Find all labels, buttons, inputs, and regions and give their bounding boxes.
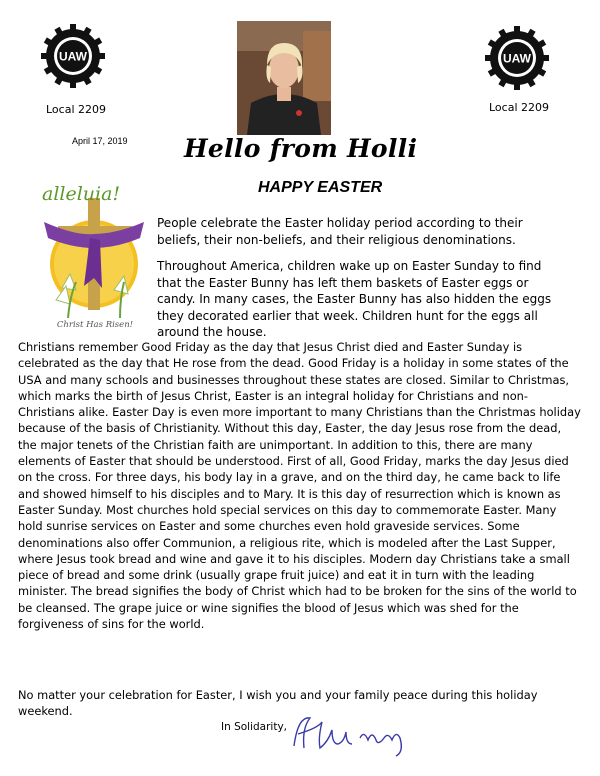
closing-salutation: In Solidarity,: [221, 721, 288, 733]
paragraph-closing: No matter your celebration for Easter, I wish you and your family peace during this holiday weekend.: [18, 688, 538, 719]
uaw-logo-left: [40, 23, 106, 89]
local-label-left: Local 2209: [46, 103, 107, 116]
article-heading: HAPPY EASTER: [258, 179, 383, 196]
svg-text:UAW: UAW: [503, 51, 531, 66]
easter-illustration: [36, 178, 154, 330]
local-label-right: Local 2209: [489, 101, 550, 114]
paragraph-bunny: Throughout America, children wake up on Easter Sunday to find that the Easter Bunny has left them baskets of Easter eggs or candy. In many cases, the Easter Bunny has also hidden the eggs they decorated earlier that week. Children hunt for the eggs all around the house.: [157, 259, 552, 340]
signature: [288, 708, 418, 758]
christ-risen-text: Christ Has Risen!: [56, 320, 134, 330]
svg-text:UAW: UAW: [59, 49, 87, 64]
alleluia-text: alleluia!: [42, 183, 121, 205]
newsletter-date: April 17, 2019: [72, 136, 128, 146]
uaw-logo-right: [484, 25, 550, 91]
newsletter-title: Hello from Holli: [184, 134, 418, 163]
uaw-gear-icon: [40, 23, 106, 89]
uaw-gear-icon: [484, 25, 550, 91]
paragraph-christians: Christians remember Good Friday as the day that Jesus Christ died and Easter Sunday is celebrated as the day that He rose from the dead. Good Friday is a holiday in some states of the USA and many schools and businesses throughout these states are closed. Similar to Christmas, which marks the birth of Jesus Christ, Easter is an integral holiday for Christians and non-Christians alike. Easter Day is even more important to many Christians than the Christmas holiday because of the basis of Christianity. Without this day, Easter, the day Jesus rose from the dead, the major tenets of the Christian faith are unimportant. In addition to this, there are many elements of Easter that should be understood. First of all, Good Friday, marks the day Jesus died on the cross. For three days, his body lay in a grave, and on the third day, he came back to life and showed himself to his disciples and to Mary. It is this day of resurrection which is known as Easter Sunday. Most churches hold special services on this day to commemorate Easter. Many hold sunrise services on Easter and some churches even hold graveside services. Some denominations also offer Communion, a religious rite, which is modeled after the Last Supper, where Jesus took bread and wine and gave it to his disciples. Modern day Christians take a small piece of bread and some drink (usually grape fruit juice) and eat it in turn with the leading minister. The bread signifies the body of Christ which had to be broken for the sins of the world to be cleansed. The grape juice or wine signifies the blood of Jesus which was shed for the forgiveness of sins for the world.: [18, 340, 581, 632]
author-portrait: [237, 21, 331, 135]
paragraph-intro: People celebrate the Easter holiday period according to their beliefs, their non-beliefs, and their religious denominations.: [157, 216, 523, 247]
